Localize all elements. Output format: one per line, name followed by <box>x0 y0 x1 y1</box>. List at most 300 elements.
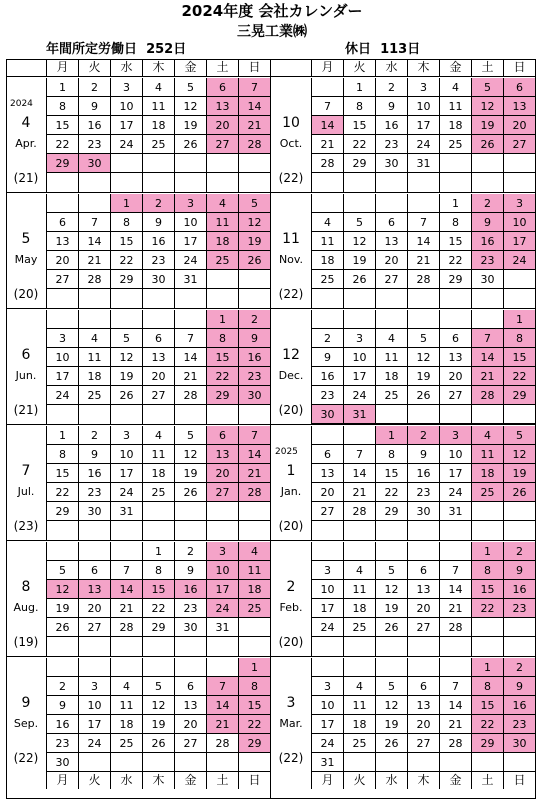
day-cell: 24 <box>206 599 238 618</box>
day-cell: 26 <box>471 135 503 154</box>
day-cell: 25 <box>343 734 375 753</box>
day-cell: 21 <box>311 135 343 154</box>
day-cell: 12 <box>343 232 375 251</box>
day-cell-empty <box>375 521 407 540</box>
month-number: 1 <box>286 463 296 479</box>
month-block-10 <box>271 76 536 192</box>
weekday-3: 木 <box>142 772 174 789</box>
month-number: 7 <box>21 463 31 479</box>
day-cell: 25 <box>311 270 343 289</box>
day-cell: 21 <box>343 483 375 502</box>
day-cell: 6 <box>439 329 471 348</box>
day-cell-empty <box>375 289 407 308</box>
weekday-5: 土 <box>206 59 238 76</box>
weekday-1: 火 <box>78 59 110 76</box>
calendar-left-half <box>6 59 271 799</box>
day-cell: 12 <box>142 696 174 715</box>
day-cell: 9 <box>471 213 503 232</box>
day-cell: 28 <box>238 483 270 502</box>
day-cell: 19 <box>46 599 78 618</box>
weekday-4: 金 <box>439 772 471 789</box>
day-cell: 19 <box>375 715 407 734</box>
day-cell: 8 <box>503 329 535 348</box>
day-cell: 17 <box>110 464 142 483</box>
weekday-3: 木 <box>407 772 439 789</box>
day-cell <box>311 426 343 445</box>
day-cell: 7 <box>407 213 439 232</box>
day-cell-empty <box>407 521 439 540</box>
day-cell: 23 <box>142 251 174 270</box>
day-cell: 2 <box>503 658 535 677</box>
day-cell: 16 <box>78 464 110 483</box>
day-cell: 19 <box>343 251 375 270</box>
day-cell: 5 <box>503 426 535 445</box>
month-label <box>6 309 46 425</box>
day-cell: 1 <box>375 426 407 445</box>
day-cell: 30 <box>407 502 439 521</box>
day-cell: 13 <box>174 696 206 715</box>
day-cell: 2 <box>46 677 78 696</box>
day-cell-empty <box>142 521 174 540</box>
weekday-0: 月 <box>46 59 78 76</box>
day-cell <box>206 270 238 289</box>
day-cell: 19 <box>407 367 439 386</box>
day-cell-empty <box>46 521 78 540</box>
day-cell-empty <box>46 173 78 192</box>
day-cell: 26 <box>174 483 206 502</box>
day-cell <box>503 502 535 521</box>
day-cell: 16 <box>238 348 270 367</box>
day-cell <box>439 405 471 424</box>
month-label <box>6 77 46 193</box>
day-cell: 7 <box>343 445 375 464</box>
day-cell <box>238 502 270 521</box>
day-cell: 14 <box>439 580 471 599</box>
day-cell: 2 <box>311 329 343 348</box>
day-cell: 7 <box>439 677 471 696</box>
day-cell: 31 <box>174 270 206 289</box>
day-cell: 8 <box>471 561 503 580</box>
weekday-1: 火 <box>343 59 375 76</box>
day-cell: 22 <box>439 251 471 270</box>
day-cell: 23 <box>174 599 206 618</box>
day-cell <box>311 78 343 97</box>
day-cell: 21 <box>439 599 471 618</box>
day-cell: 27 <box>311 502 343 521</box>
day-cell: 5 <box>343 213 375 232</box>
day-cell: 23 <box>238 367 270 386</box>
day-cell <box>174 502 206 521</box>
month-block-8 <box>6 540 271 656</box>
day-cell: 12 <box>375 696 407 715</box>
day-cell: 19 <box>142 715 174 734</box>
day-cell <box>375 658 407 677</box>
month-number: 6 <box>21 347 31 363</box>
day-cell <box>142 502 174 521</box>
day-cell: 28 <box>407 270 439 289</box>
day-cell: 30 <box>78 154 110 173</box>
day-cell: 14 <box>471 348 503 367</box>
day-cell: 1 <box>471 542 503 561</box>
day-cell: 30 <box>78 502 110 521</box>
day-cell: 11 <box>142 445 174 464</box>
day-cell: 13 <box>407 696 439 715</box>
day-cell: 5 <box>46 561 78 580</box>
day-cell: 3 <box>46 329 78 348</box>
day-cell: 4 <box>343 561 375 580</box>
day-cell: 3 <box>311 561 343 580</box>
day-cell: 30 <box>174 618 206 637</box>
day-cell <box>46 310 78 329</box>
day-cell: 9 <box>375 97 407 116</box>
day-cell <box>407 310 439 329</box>
day-cell-empty <box>375 637 407 656</box>
day-cell-empty <box>78 173 110 192</box>
day-cell: 18 <box>142 116 174 135</box>
day-cell-empty <box>174 405 206 424</box>
day-cell: 11 <box>78 348 110 367</box>
weekday-2: 水 <box>375 59 407 76</box>
day-cell: 3 <box>439 426 471 445</box>
month-number: 12 <box>282 347 300 363</box>
day-cell: 20 <box>142 367 174 386</box>
day-cell <box>471 310 503 329</box>
day-cell: 21 <box>78 251 110 270</box>
day-cell-empty <box>238 173 270 192</box>
day-cell: 3 <box>503 194 535 213</box>
weekday-2: 水 <box>110 59 142 76</box>
day-cell <box>206 753 238 772</box>
day-cell: 1 <box>503 310 535 329</box>
day-cell <box>375 194 407 213</box>
day-cell <box>174 658 206 677</box>
day-cell: 1 <box>238 658 270 677</box>
day-cell: 3 <box>407 78 439 97</box>
day-cell: 21 <box>238 116 270 135</box>
day-cell: 26 <box>407 386 439 405</box>
weekday-4: 金 <box>439 59 471 76</box>
day-cell <box>503 270 535 289</box>
day-cell <box>46 542 78 561</box>
day-cell-empty <box>142 173 174 192</box>
weekday-4: 金 <box>174 59 206 76</box>
day-cell-empty <box>439 289 471 308</box>
month-english: Jul. <box>17 485 35 498</box>
day-cell: 12 <box>471 97 503 116</box>
day-cell: 26 <box>343 270 375 289</box>
day-cell: 19 <box>174 116 206 135</box>
day-cell: 2 <box>503 542 535 561</box>
day-cell: 5 <box>174 426 206 445</box>
day-cell: 10 <box>439 445 471 464</box>
day-cell: 5 <box>174 78 206 97</box>
day-cell: 15 <box>238 696 270 715</box>
day-cell: 9 <box>174 561 206 580</box>
day-cell-empty <box>78 521 110 540</box>
day-cell-empty <box>206 173 238 192</box>
day-cell: 15 <box>471 696 503 715</box>
day-cell: 12 <box>110 348 142 367</box>
day-cell: 20 <box>407 599 439 618</box>
day-cell-empty <box>407 637 439 656</box>
weekday-5: 土 <box>471 59 503 76</box>
month-block-6 <box>6 308 271 424</box>
day-cell: 15 <box>343 116 375 135</box>
day-cell <box>110 310 142 329</box>
calendar-right-half <box>271 59 536 799</box>
day-cell <box>407 753 439 772</box>
day-cell: 20 <box>206 116 238 135</box>
day-cell: 5 <box>142 677 174 696</box>
workdays-value: 252日 <box>146 42 187 57</box>
day-cell: 8 <box>46 445 78 464</box>
day-cell: 2 <box>471 194 503 213</box>
month-block-7 <box>6 424 271 540</box>
day-cell: 10 <box>407 97 439 116</box>
day-cell: 17 <box>78 715 110 734</box>
day-cell-empty <box>343 289 375 308</box>
day-cell <box>311 310 343 329</box>
day-cell: 10 <box>343 348 375 367</box>
day-cell: 1 <box>439 194 471 213</box>
day-cell: 11 <box>142 97 174 116</box>
day-cell <box>110 154 142 173</box>
day-cell: 8 <box>110 213 142 232</box>
day-cell: 9 <box>503 561 535 580</box>
day-cell <box>78 542 110 561</box>
day-cell: 29 <box>238 734 270 753</box>
month-workdays: (22) <box>278 751 304 765</box>
day-cell: 13 <box>503 97 535 116</box>
month-english: Jan. <box>280 485 302 498</box>
day-cell <box>343 542 375 561</box>
day-cell: 28 <box>174 386 206 405</box>
day-cell: 18 <box>375 367 407 386</box>
day-cell: 29 <box>110 270 142 289</box>
day-cell: 9 <box>78 445 110 464</box>
day-cell: 6 <box>407 677 439 696</box>
day-cell: 31 <box>439 502 471 521</box>
day-cell <box>110 753 142 772</box>
day-cell: 13 <box>206 445 238 464</box>
weekday-header-right-top <box>271 59 536 76</box>
day-cell <box>311 542 343 561</box>
month-english: Oct. <box>279 137 303 150</box>
day-cell: 10 <box>311 696 343 715</box>
day-cell <box>311 194 343 213</box>
day-cell: 15 <box>206 348 238 367</box>
day-cell: 21 <box>110 599 142 618</box>
day-cell: 27 <box>174 734 206 753</box>
day-cell-empty <box>311 521 343 540</box>
month-label <box>271 193 311 309</box>
day-cell: 18 <box>206 232 238 251</box>
day-cell: 13 <box>407 580 439 599</box>
day-cell: 1 <box>46 426 78 445</box>
day-cell: 20 <box>78 599 110 618</box>
day-cell-empty <box>46 405 78 424</box>
day-cell: 9 <box>238 329 270 348</box>
day-cell: 3 <box>110 78 142 97</box>
day-cell: 24 <box>311 734 343 753</box>
day-cell: 8 <box>46 97 78 116</box>
day-cell: 19 <box>110 367 142 386</box>
day-cell: 29 <box>375 502 407 521</box>
day-cell: 7 <box>78 213 110 232</box>
year-label: 2025 <box>275 447 298 457</box>
day-cell-empty <box>471 173 503 192</box>
day-cell-empty <box>471 289 503 308</box>
day-cell-empty <box>439 637 471 656</box>
day-cell: 1 <box>110 194 142 213</box>
day-cell: 12 <box>46 580 78 599</box>
weekday-6: 日 <box>238 772 270 789</box>
day-cell: 5 <box>471 78 503 97</box>
day-cell: 22 <box>46 483 78 502</box>
day-cell: 16 <box>503 696 535 715</box>
day-cell: 18 <box>343 715 375 734</box>
day-cell <box>471 405 503 424</box>
day-cell-empty <box>174 289 206 308</box>
day-cell: 16 <box>375 116 407 135</box>
day-cell: 30 <box>503 734 535 753</box>
month-workdays: (21) <box>13 171 39 185</box>
day-cell <box>142 658 174 677</box>
day-cell: 1 <box>206 310 238 329</box>
day-cell <box>503 154 535 173</box>
day-cell <box>110 542 142 561</box>
month-number: 10 <box>282 115 300 131</box>
day-cell: 11 <box>311 232 343 251</box>
day-cell: 4 <box>78 329 110 348</box>
day-cell: 12 <box>407 348 439 367</box>
day-cell-empty <box>174 173 206 192</box>
day-cell-empty <box>206 289 238 308</box>
day-cell <box>375 753 407 772</box>
day-cell: 3 <box>174 194 206 213</box>
day-cell: 31 <box>206 618 238 637</box>
day-cell: 7 <box>110 561 142 580</box>
day-cell: 31 <box>407 154 439 173</box>
day-cell: 31 <box>343 405 375 424</box>
day-cell: 25 <box>471 483 503 502</box>
day-cell: 28 <box>206 734 238 753</box>
day-cell: 14 <box>311 116 343 135</box>
day-cell: 26 <box>142 734 174 753</box>
month-workdays: (23) <box>13 519 39 533</box>
day-cell <box>471 753 503 772</box>
day-cell: 6 <box>206 426 238 445</box>
day-cell: 17 <box>343 367 375 386</box>
day-cell: 14 <box>238 97 270 116</box>
day-cell: 21 <box>439 715 471 734</box>
day-cell: 20 <box>375 251 407 270</box>
day-cell: 14 <box>110 580 142 599</box>
month-english: Apr. <box>15 137 37 150</box>
day-cell-empty <box>142 289 174 308</box>
day-cell <box>343 753 375 772</box>
day-cell: 27 <box>407 734 439 753</box>
weekday-3: 木 <box>407 59 439 76</box>
day-cell: 7 <box>238 426 270 445</box>
day-cell: 10 <box>206 561 238 580</box>
day-cell: 3 <box>206 542 238 561</box>
day-cell: 30 <box>375 154 407 173</box>
weekday-1: 火 <box>78 772 110 789</box>
day-cell <box>206 154 238 173</box>
day-cell: 9 <box>311 348 343 367</box>
day-cell: 14 <box>343 464 375 483</box>
day-cell: 11 <box>343 580 375 599</box>
day-cell: 7 <box>206 677 238 696</box>
day-cell: 30 <box>471 270 503 289</box>
day-cell: 5 <box>407 329 439 348</box>
month-workdays: (22) <box>13 751 39 765</box>
day-cell <box>238 154 270 173</box>
day-cell <box>238 618 270 637</box>
day-cell: 17 <box>110 116 142 135</box>
day-cell <box>471 154 503 173</box>
day-cell: 3 <box>311 677 343 696</box>
day-cell: 15 <box>471 580 503 599</box>
day-cell: 9 <box>142 213 174 232</box>
month-english: Jun. <box>15 369 37 382</box>
day-cell-empty <box>238 289 270 308</box>
day-cell-empty <box>78 637 110 656</box>
day-cell: 22 <box>375 483 407 502</box>
day-cell <box>503 618 535 637</box>
day-cell: 7 <box>238 78 270 97</box>
day-cell: 27 <box>78 618 110 637</box>
month-workdays: (22) <box>278 287 304 301</box>
year-label: 2024 <box>10 99 33 109</box>
weekday-5: 土 <box>471 772 503 789</box>
day-cell <box>78 658 110 677</box>
day-cell: 13 <box>311 464 343 483</box>
day-cell <box>439 310 471 329</box>
day-cell-empty <box>311 637 343 656</box>
day-cell: 8 <box>471 677 503 696</box>
day-cell: 7 <box>311 97 343 116</box>
day-cell: 13 <box>46 232 78 251</box>
day-cell <box>174 154 206 173</box>
day-cell: 12 <box>174 97 206 116</box>
day-cell-empty <box>110 289 142 308</box>
weekday-6: 日 <box>503 59 535 76</box>
day-cell: 23 <box>503 599 535 618</box>
day-cell: 17 <box>407 116 439 135</box>
day-cell: 28 <box>238 135 270 154</box>
day-cell: 24 <box>110 483 142 502</box>
month-workdays: (20) <box>13 287 39 301</box>
day-cell-empty <box>110 173 142 192</box>
day-cell: 4 <box>110 677 142 696</box>
day-cell: 22 <box>471 715 503 734</box>
day-cell: 26 <box>375 618 407 637</box>
day-cell: 4 <box>142 78 174 97</box>
day-cell-empty <box>142 637 174 656</box>
day-cell-empty <box>439 521 471 540</box>
day-cell-empty <box>110 637 142 656</box>
day-cell: 8 <box>375 445 407 464</box>
day-cell <box>46 194 78 213</box>
day-cell <box>174 310 206 329</box>
day-cell: 30 <box>238 386 270 405</box>
day-cell: 2 <box>78 426 110 445</box>
day-cell: 19 <box>375 599 407 618</box>
day-cell: 23 <box>471 251 503 270</box>
day-cell: 1 <box>343 78 375 97</box>
